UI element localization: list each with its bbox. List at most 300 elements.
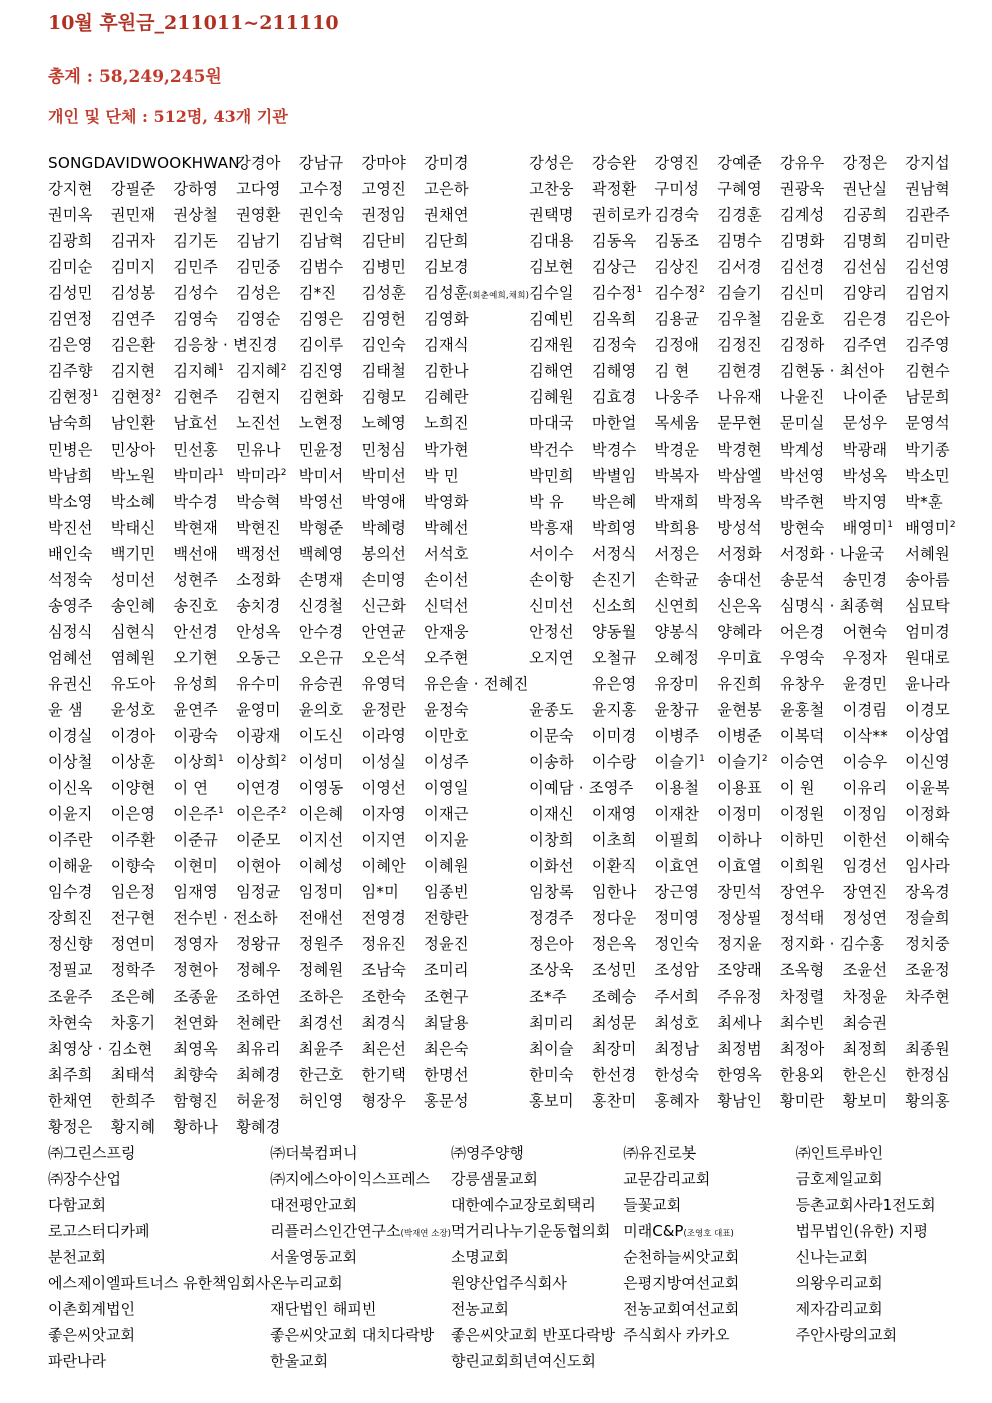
donor-name [843,202,906,228]
donor-name [843,228,906,254]
donor-name [655,358,718,384]
donor-name-text: 조혜승 [591,987,637,1006]
donor-name [173,332,298,358]
donor-name [361,384,424,410]
donor-name [236,853,299,879]
donor-name [717,280,780,306]
donor-name [299,541,362,567]
donor-name [843,463,906,489]
donor-name [111,306,174,332]
donor-name [173,801,236,827]
donor-name-text: 이혜안 [361,857,407,876]
donor-name-text: 이창희 [529,831,574,850]
organization-name-text: 은평지방여선교회 [623,1274,740,1292]
donor-name [717,567,780,593]
donor-name-text: 주유정 [717,987,762,1006]
donor-name [173,645,236,671]
donor-name-text: 임정미 [298,883,344,902]
donor-name [424,879,529,905]
donor-name [529,202,592,228]
donor-name [529,254,592,280]
donor-name-text: 김성수 [173,284,218,303]
donor-name-text: 허인영 [298,1091,344,1110]
donor-name [424,827,529,853]
donor-name-text: 박재희 [654,492,700,511]
donor-name [236,1114,299,1140]
donor-name-text: 정상필 [717,909,762,928]
donor-name-text: 배인숙 [48,544,93,563]
donor-name-text: 김영헌 [361,310,407,329]
donor-name-text: 한기택 [361,1065,407,1084]
donor-name [529,723,592,749]
donor-name-text: 강마야 [361,154,407,172]
donor-name [717,306,780,332]
donor-name-text: 오주현 [424,648,469,667]
donor-name-text: 박 민 [424,466,459,485]
donor-name-text: 노희진 [424,414,469,433]
donor-name-text: 정왕규 [236,935,281,954]
donor-name-text: 권영환 [236,206,281,225]
donor-name-text: 장연진 [842,883,888,902]
donor-name [111,1088,174,1114]
donor-name [592,515,655,541]
donor-name-text: 김주연 [842,336,888,355]
donor-name [843,1088,906,1114]
donor-name [780,853,843,879]
donor-name-text: 강정은 [842,154,888,172]
donor-name [717,645,780,671]
donor-name-text: 정윤진 [424,935,469,954]
name-index-superscript: 1 [218,754,224,765]
donor-name [173,905,298,931]
organization-name-text: 다함교회 [48,1196,106,1214]
donor-name-text: 김 현 [654,362,690,381]
organization-name-text: 에스제이엘파트너스 유한책임회사 [48,1274,271,1292]
donor-name [361,853,424,879]
donor-name-text: 손진기 [591,570,637,589]
donor-name [173,593,236,619]
donor-name-text: 양동월 [591,622,637,641]
donor-name [780,332,843,358]
donor-name-text: 박선영 [779,466,825,485]
donor-name [361,749,424,775]
donor-name-text: 이경모 [905,700,950,719]
donor-name-text: 조종윤 [173,987,218,1006]
donor-name-text: 권민재 [110,206,156,225]
donor-name-text: 조상욱 [529,961,574,980]
donor-name [48,879,111,905]
donor-name [592,254,655,280]
donor-name-text: 이현아 [236,857,281,876]
donor-name-text: 조옥형 [779,961,825,980]
donor-name [111,567,174,593]
donor-name [780,150,843,176]
donor-name [299,827,362,853]
donor-name [780,437,843,463]
donor-name [905,931,968,957]
donor-name [529,593,592,619]
donor-name-text: 최경식 [361,1013,407,1032]
donor-name-text: 이해숙 [905,831,950,850]
donor-name-text: 김수정 [654,284,700,303]
donor-name-text: 조성암 [654,961,700,980]
donor-name-text: 윤정란 [361,700,407,719]
donor-name-text: 나웅주 [654,388,700,407]
donor-name [236,1010,299,1036]
donor-name [655,619,718,645]
donor-name-text: 김귀자 [110,232,156,251]
donor-name [592,228,655,254]
donor-name-text: 임창록 [529,883,574,902]
donor-name-text: 이혜성 [298,857,344,876]
donor-name [717,202,780,228]
donor-name-text: 조윤정 [905,961,950,980]
donor-name-text: 김경숙 [654,206,700,225]
donor-name [905,957,968,983]
donor-name [173,384,236,410]
organization-name [270,1322,451,1348]
donor-name-text: 최정남 [654,1039,700,1058]
donor-name-text: 권택명 [529,206,574,225]
donor-name-text: 이재신 [529,805,574,824]
organization-name-text: 주안사랑의교회 [795,1326,898,1344]
donor-name [529,1010,592,1036]
donor-name [529,332,592,358]
donor-name [361,515,424,541]
donor-name [592,332,655,358]
donor-name-text: 고영진 [361,180,407,199]
donor-name [236,957,299,983]
donor-name [173,879,236,905]
donor-name [592,437,655,463]
page-title: 10월 후원금_211011~211110 [48,12,339,34]
donor-name-text: 김상진 [654,258,700,277]
donor-name-text: 이성주 [424,753,469,772]
donor-name [717,228,780,254]
donor-name [655,410,718,436]
donor-name-text: 강예준 [717,154,762,172]
donor-name [655,593,718,619]
donor-name [299,410,362,436]
donor-name-text: 정은아 [529,935,574,954]
donor-name [299,879,362,905]
donor-name-text: 김은아 [905,310,950,329]
donor-name-text: 김현화 [298,388,344,407]
donor-name [843,176,906,202]
donor-name [361,176,424,202]
donor-name [780,176,843,202]
donor-name-text: 김수정 [591,284,637,303]
organization-name [270,1218,451,1244]
donor-name-text: 송영주 [48,596,93,615]
donor-name-text: 최이슬 [529,1039,574,1058]
donor-name-text: 이혜원 [424,857,469,876]
donor-name-text: 이준규 [173,831,218,850]
donor-name [361,645,424,671]
donor-name [905,619,968,645]
donor-name [48,931,111,957]
organization-name-text: ㈜더북컴퍼니 [270,1144,358,1162]
organization-name [623,1192,795,1218]
donor-name-text: 장연우 [779,883,825,902]
donor-name-text: 서이수 [529,544,574,563]
donor-name [299,697,362,723]
donor-name-text: 유장미 [654,674,700,693]
donor-name-text: 유은솔 · 전혜진 [424,674,529,693]
donor-name-text: 나유재 [717,388,762,407]
donor-name [236,176,299,202]
organization-name-text: 향린교회희년여신도회 [450,1352,596,1370]
donor-name-text: 김지혜 [173,362,218,381]
donor-name [655,202,718,228]
donor-name [48,957,111,983]
donor-name-text: 정지윤 [717,935,762,954]
donor-name [655,931,718,957]
donor-name-text: 서석호 [424,544,469,563]
donor-name [361,1036,424,1062]
donor-name-text: 박정옥 [717,492,762,511]
donor-name-text: 한희주 [110,1091,156,1110]
donor-name-text: 조양래 [717,961,762,980]
donor-name-text: 정필교 [48,961,93,980]
donor-name-text: 노진선 [236,414,281,433]
donor-name [111,280,174,306]
donor-name-text: 우영숙 [779,648,825,667]
organization-name-text: 전농교회여선교회 [623,1300,740,1318]
donor-name [173,775,236,801]
donor-name-text: 김연정 [48,310,93,329]
donor-name [111,1010,174,1036]
donor-name [592,957,655,983]
donor-name [529,541,592,567]
donor-name [111,541,174,567]
donor-name-text: 이정임 [842,805,888,824]
donor-name-text: 김주향 [48,362,93,381]
donor-name-text: 최미리 [529,1013,574,1032]
donor-name-text: 이슬기 [717,753,762,772]
donor-name [780,697,843,723]
donor-name-text: 안성옥 [236,622,281,641]
donor-name [592,853,655,879]
donor-name-text: 최정아 [779,1039,825,1058]
donor-name-text: 유수미 [236,674,281,693]
donor-name-text: 송치경 [236,596,281,615]
donor-name [48,254,111,280]
donor-name [424,801,529,827]
donor-name-text: 이한선 [842,831,888,850]
donor-name-text: 최유리 [236,1039,281,1058]
donor-name [111,645,174,671]
donor-name [361,228,424,254]
donor-name-text: 심묘탁 [905,596,950,615]
donor-name-text: 서혜원 [905,544,950,563]
donor-name [529,358,592,384]
organization-name [451,1166,623,1192]
organization-name [451,1140,623,1166]
donor-name-text: 박 유 [529,492,564,511]
donor-name-text: 김태철 [361,362,407,381]
donor-name [905,176,968,202]
donor-name [655,384,718,410]
donor-name [780,1010,843,1036]
donor-name-text: 강미경 [424,154,469,172]
organization-name-text: 대전평안교회 [270,1196,358,1214]
donor-name-text: 조남숙 [361,961,407,980]
donor-name-text: 김지혜 [236,362,281,381]
donor-name [48,1114,111,1140]
donor-name [843,150,906,176]
donor-name [424,931,529,957]
organization-name [796,1140,968,1166]
donor-name-text: 최은숙 [424,1039,469,1058]
donor-name [529,619,592,645]
donor-name [717,176,780,202]
name-index-superscript: 2 [280,806,287,817]
donor-name [299,749,362,775]
organization-name-text: 온누리교회 [270,1274,343,1292]
donor-name-text: 정슬희 [905,909,950,928]
donor-name-text: 차현숙 [48,1013,93,1032]
donor-name [592,697,655,723]
donor-name [529,827,592,853]
donor-name [236,697,299,723]
donor-name [780,1062,843,1088]
donor-name-text: 신연희 [654,596,700,615]
donor-name-text: 백혜영 [298,544,344,563]
donor-name-text: 김현정 [110,388,156,407]
organization-name-text: 리플러스인간연구소 [270,1222,401,1240]
donor-name-text: 김양리 [842,284,888,303]
donor-name [655,723,718,749]
organization-name-text: 의왕우리교회 [795,1274,883,1292]
donor-name [843,515,906,541]
donor-name [173,749,236,775]
donor-name [48,463,111,489]
donor-name [529,150,592,176]
donor-name [655,853,718,879]
donor-name-text: 김윤호 [779,310,825,329]
donor-name [173,1062,236,1088]
donor-name-text: 이상엽 [905,727,950,746]
donor-name-text: 김현동 · 최선아 [779,362,885,381]
donor-name [424,593,529,619]
donor-name [655,645,718,671]
organization-name [623,1218,795,1244]
donor-name [905,463,968,489]
donor-name-text: 김이루 [298,336,344,355]
donor-name [529,437,592,463]
organization-name [270,1192,451,1218]
donor-name [236,1088,299,1114]
donor-name-text: 차주현 [905,987,950,1006]
donor-name [843,984,906,1010]
donor-name-text: 이용표 [717,779,762,798]
donor-name [361,905,424,931]
donor-name [717,593,780,619]
donor-name-text: 오철규 [591,648,637,667]
donor-name-text: 황보미 [842,1091,888,1110]
donor-name-text: 김엄지 [905,284,950,303]
donor-name [236,723,299,749]
donor-name [111,905,174,931]
donor-name [529,879,592,905]
donor-name-text: 강승완 [591,154,637,172]
donor-name [361,957,424,983]
donor-name-text: 최장미 [591,1039,637,1058]
donor-name [111,984,174,1010]
donor-name-text: 박미라 [236,466,281,485]
donor-name [236,801,299,827]
donor-name-text: 권채연 [424,206,469,225]
donor-name [424,697,529,723]
organization-name-text: 강릉샘물교회 [450,1170,538,1188]
donor-name-text: 김성훈 [361,284,407,303]
organization-name [796,1166,968,1192]
donor-name [361,697,424,723]
donor-name-text: 이수랑 [591,753,637,772]
donor-name-text: 이은혜 [298,805,344,824]
donor-name [173,437,236,463]
donor-name-text: 박희용 [654,518,700,537]
donor-name-text: 조하연 [236,987,281,1006]
donor-name [299,645,362,671]
donor-name-text: 김상근 [591,258,637,277]
donor-name-text: 박경현 [717,440,762,459]
donor-name-text: 전수빈 · 전소하 [173,909,278,928]
name-index-superscript: 1 [636,285,643,296]
donor-name [424,1088,529,1114]
donor-name [111,463,174,489]
donor-name-text: 방성석 [717,518,762,537]
donor-name [236,489,299,515]
donor-name [173,202,236,228]
donor-name-text: 황남인 [717,1091,762,1110]
donor-name [236,280,299,306]
donor-name-text: 구미성 [654,180,700,199]
donor-name-text: 윤영미 [236,700,281,719]
organization-list [48,1140,968,1374]
donor-name [843,1062,906,1088]
donor-name-text: 이지연 [361,831,407,850]
donor-name-text: 안재웅 [424,622,469,641]
donor-name [299,723,362,749]
donor-name [529,645,592,671]
donor-name [361,801,424,827]
donor-name-text: 이송하 [529,753,574,772]
donor-name-text: 김용균 [654,310,700,329]
donor-name-text: 김재식 [424,336,469,355]
donor-name-text: 김연주 [110,310,156,329]
donor-name-text: 오혜정 [654,648,700,667]
donor-name-text: 이병준 [717,727,762,746]
donor-name [905,202,968,228]
donor-name [299,853,362,879]
donor-name-text: 곽정환 [591,180,637,199]
donor-name [48,1088,111,1114]
donor-name-text: 박영애 [361,492,407,511]
donor-name-text: 목세움 [654,414,700,433]
donor-name [236,827,299,853]
donor-name [111,384,174,410]
donor-name [655,228,718,254]
donor-name [48,306,111,332]
donor-name [780,567,843,593]
donor-name-text: 신덕선 [424,596,469,615]
donor-name-text: 장희진 [48,909,93,928]
donor-name-text: 임재영 [173,883,218,902]
organization-name [451,1244,623,1270]
donor-name-text: 김민주 [173,258,218,277]
